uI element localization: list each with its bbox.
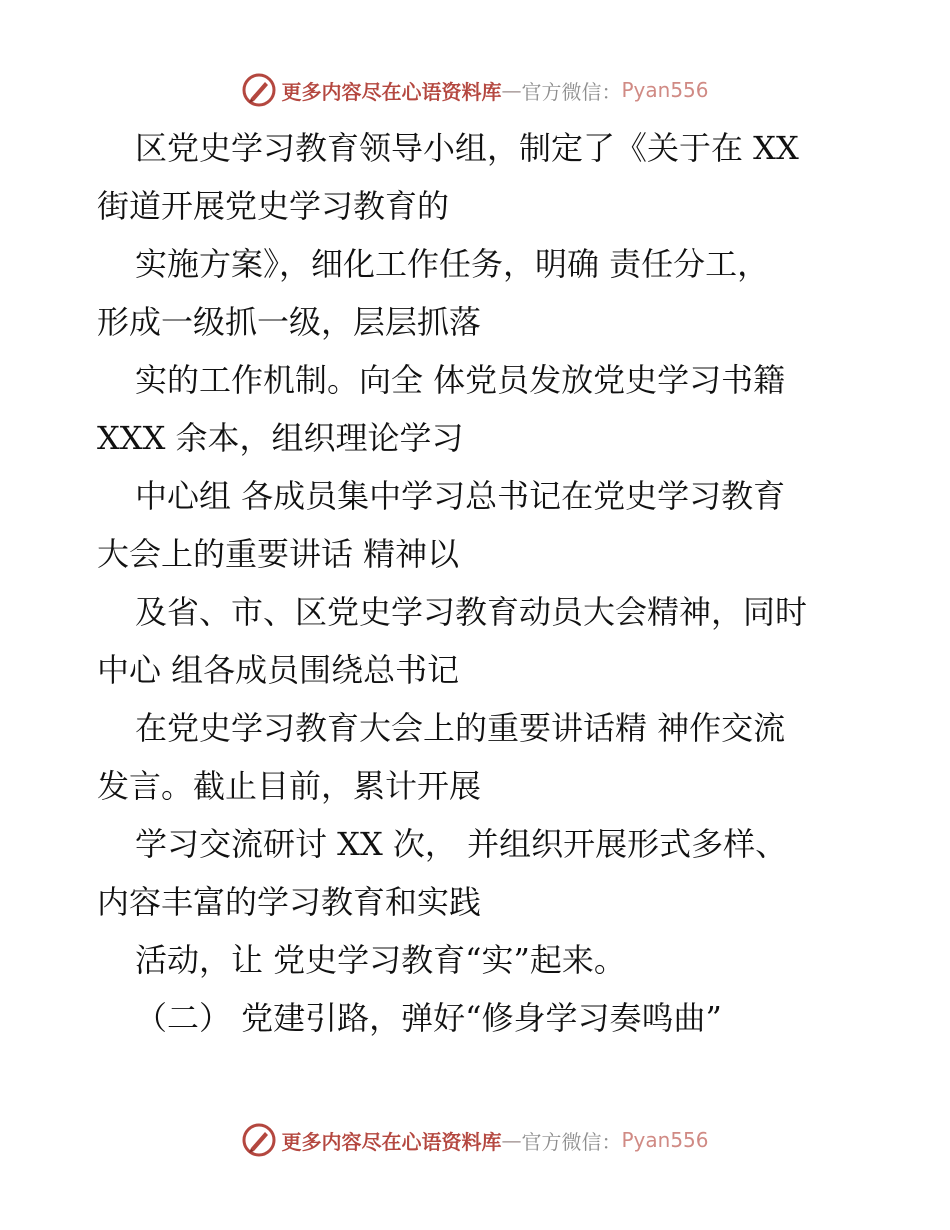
pen-nib-circle-icon bbox=[241, 72, 277, 108]
watermark-dash: — bbox=[501, 78, 522, 102]
body-line: 内容丰富的学习教育和实践 bbox=[97, 883, 482, 921]
document-body bbox=[97, 119, 857, 1047]
watermark-account: Pyan556 bbox=[621, 78, 709, 102]
body-line: XXX 余本，组织理论学习 bbox=[97, 419, 464, 457]
body-line: 在党史学习教育大会上的重要讲话精 神作交流 bbox=[135, 709, 786, 747]
body-line: 区党史学习教育领导小组，制定了《关于在 XX bbox=[135, 129, 799, 167]
body-line: 实的工作机制。向全 体党员发放党史学习书籍 bbox=[135, 361, 786, 399]
body-line: 大会上的重要讲话 精神以 bbox=[97, 535, 460, 573]
watermark-official-label: 官方微信： bbox=[521, 1129, 622, 1154]
watermark-brand: 更多内容尽在心语资料库 bbox=[281, 1129, 502, 1154]
header-watermark bbox=[0, 70, 950, 110]
watermark-dash: — bbox=[501, 1128, 522, 1152]
watermark-official-label: 官方微信： bbox=[521, 79, 622, 104]
body-line: 形成一级抓一级，层层抓落 bbox=[97, 303, 482, 341]
body-line: 中心 组各成员围绕总书记 bbox=[97, 651, 460, 689]
body-line: 发言。截止目前，累计开展 bbox=[97, 767, 482, 805]
body-line: 实施方案》，细化工作任务，明确 责任分工， bbox=[135, 245, 770, 283]
pen-nib-circle-icon bbox=[241, 1122, 277, 1158]
body-line: 学习交流研讨 XX 次， 并组织开展形式多样、 bbox=[135, 825, 788, 863]
body-line: 中心组 各成员集中学习总书记在党史学习教育 bbox=[135, 477, 786, 515]
footer-watermark bbox=[0, 1120, 950, 1160]
body-line: 及省、市、区党史学习教育动员大会精神，同时 bbox=[135, 593, 808, 631]
body-line: 街道开展党史学习教育的 bbox=[97, 187, 450, 225]
watermark-account: Pyan556 bbox=[621, 1128, 709, 1152]
section-heading: （二） 党建引路，弹好“修身学习奏鸣曲” bbox=[135, 999, 722, 1037]
body-line: 活动，让 党史学习教育“实”起来。 bbox=[135, 941, 626, 979]
watermark-brand: 更多内容尽在心语资料库 bbox=[281, 79, 502, 104]
